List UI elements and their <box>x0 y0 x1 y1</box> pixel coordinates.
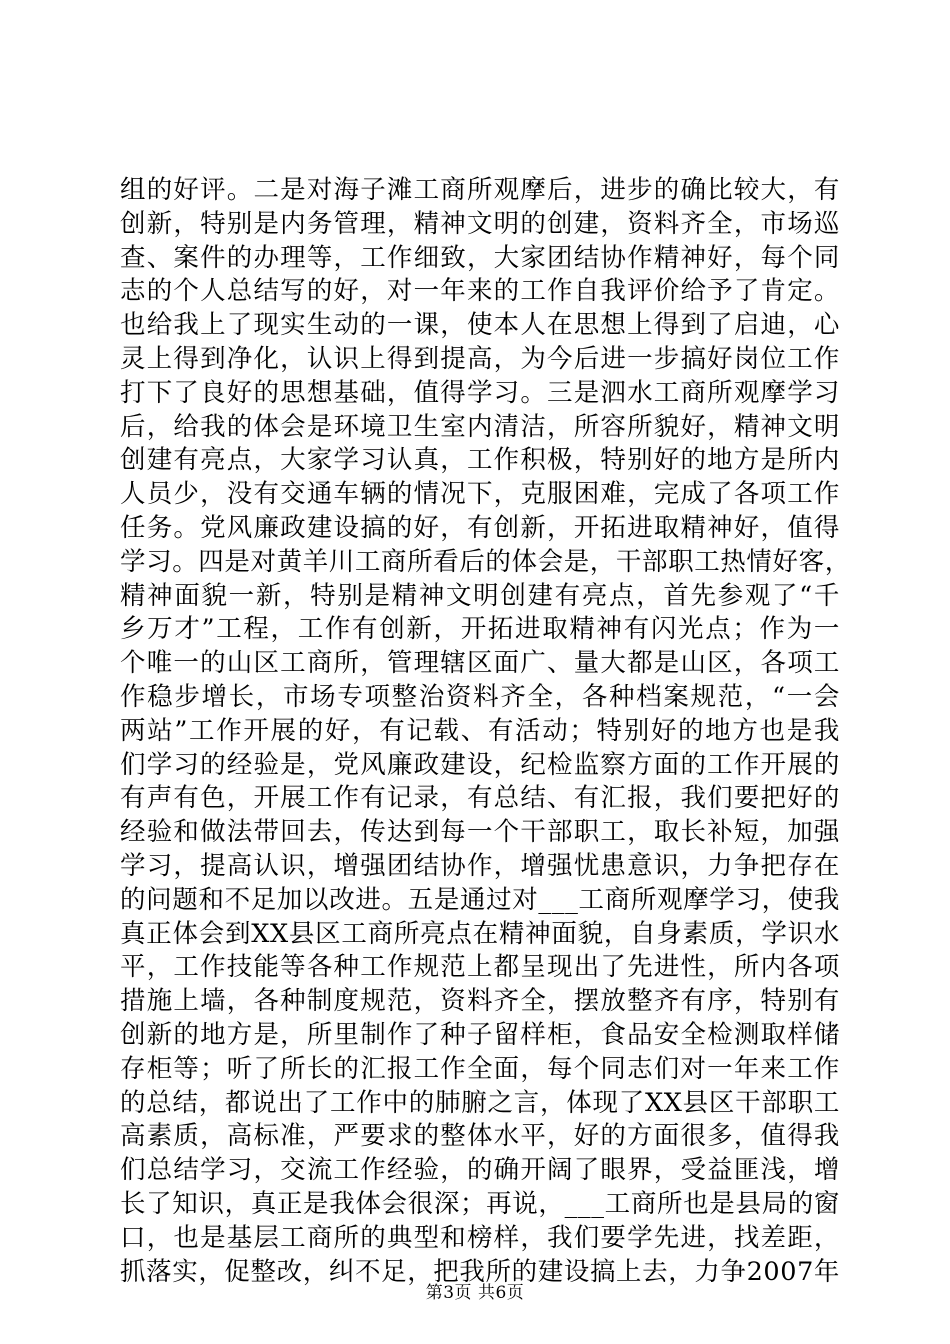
text-line: 措施上墙，各种制度规范，资料齐全，摆放整齐有序，特别有 <box>120 986 840 1017</box>
text-line: 乡万才”工程，工作有创新，开拓进取精神有闪光点；作为一 <box>120 614 840 645</box>
text-line: 抓落实，促整改，纠不足，把我所的建设搞上去，力争2007年 <box>120 1256 840 1287</box>
text-line: 也给我上了现实生动的一课，使本人在思想上得到了启迪，心 <box>120 310 840 341</box>
text-line: 真正体会到XX县区工商所亮点在精神面貌，自身素质，学识水 <box>120 918 840 949</box>
text-line: 高素质，高标准，严要求的整体水平，好的方面很多，值得我 <box>120 1121 840 1152</box>
text-line: 学习。四是对黄羊川工商所看后的体会是，干部职工热情好客， <box>120 546 851 577</box>
text-line: 人员少，没有交通车辆的情况下，克服困难，完成了各项工作 <box>120 479 840 510</box>
body-paragraph <box>120 174 851 1289</box>
text-line: 存柜等；听了所长的汇报工作全面，每个同志们对一年来工作 <box>120 1053 840 1084</box>
text-line: 个唯一的山区工商所，管理辖区面广、量大都是山区，各项工 <box>120 648 840 679</box>
text-line: 作稳步增长，市场专项整治资料齐全，各种档案规范，“一会 <box>120 681 840 712</box>
text-line: 组的好评。二是对海子滩工商所观摩后，进步的确比较大，有 <box>120 175 840 205</box>
text-line: 有声有色，开展工作有记录，有总结、有汇报，我们要把好的 <box>120 783 840 814</box>
text-line: 志的个人总结写的好，对一年来的工作自我评价给予了肯定。 <box>120 276 840 307</box>
text-line: 打下了良好的思想基础，值得学习。三是泗水工商所观摩学习 <box>120 377 840 408</box>
text-line: 创建有亮点，大家学习认真，工作积极，特别好的地方是所内 <box>120 445 840 476</box>
text-line: 灵上得到净化，认识上得到提高，为今后进一步搞好岗位工作 <box>120 343 840 374</box>
text-line: 两站”工作开展的好，有记载、有活动；特别好的地方也是我 <box>120 715 840 746</box>
text-line: 长了知识，真正是我体会很深；再说，___工商所也是县局的窗 <box>120 1188 840 1219</box>
text-line: 的总结，都说出了工作中的肺腑之言，体现了XX县区干部职工 <box>120 1087 840 1118</box>
text-line: 查、案件的办理等，工作细致，大家团结协作精神好，每个同 <box>120 242 840 273</box>
text-line: 学习，提高认识，增强团结协作，增强忧患意识，力争把存在 <box>120 850 840 881</box>
text-line: 平，工作技能等各种工作规范上都呈现出了先进性，所内各项 <box>120 952 840 983</box>
text-line: 创新，特别是内务管理，精神文明的创建，资料齐全，市场巡 <box>120 208 840 239</box>
text-line: 们学习的经验是，党风廉政建设，纪检监察方面的工作开展的 <box>120 749 840 780</box>
text-line: 经验和做法带回去，传达到每一个干部职工，取长补短，加强 <box>120 817 840 848</box>
text-line: 后，给我的体会是环境卫生室内清洁，所容所貌好，精神文明 <box>120 411 840 442</box>
text-line: 们总结学习，交流工作经验，的确开阔了眼界，受益匪浅，增 <box>120 1155 840 1186</box>
text-line: 创新的地方是，所里制作了种子留样柜，食品安全检测取样储 <box>120 1019 840 1050</box>
text-line: 精神面貌一新，特别是精神文明创建有亮点，首先参观了“千 <box>120 580 840 611</box>
text-line: 任务。党风廉政建设搞的好，有创新，开拓进取精神好，值得 <box>120 512 840 543</box>
page-footer: 第3页 共6页 <box>425 1283 525 1303</box>
text-line: 的问题和不足加以改进。五是通过对___工商所观摩学习，使我 <box>120 884 840 915</box>
text-line: 口，也是基层工商所的典型和榜样，我们要学先进，找差距， <box>120 1222 840 1253</box>
